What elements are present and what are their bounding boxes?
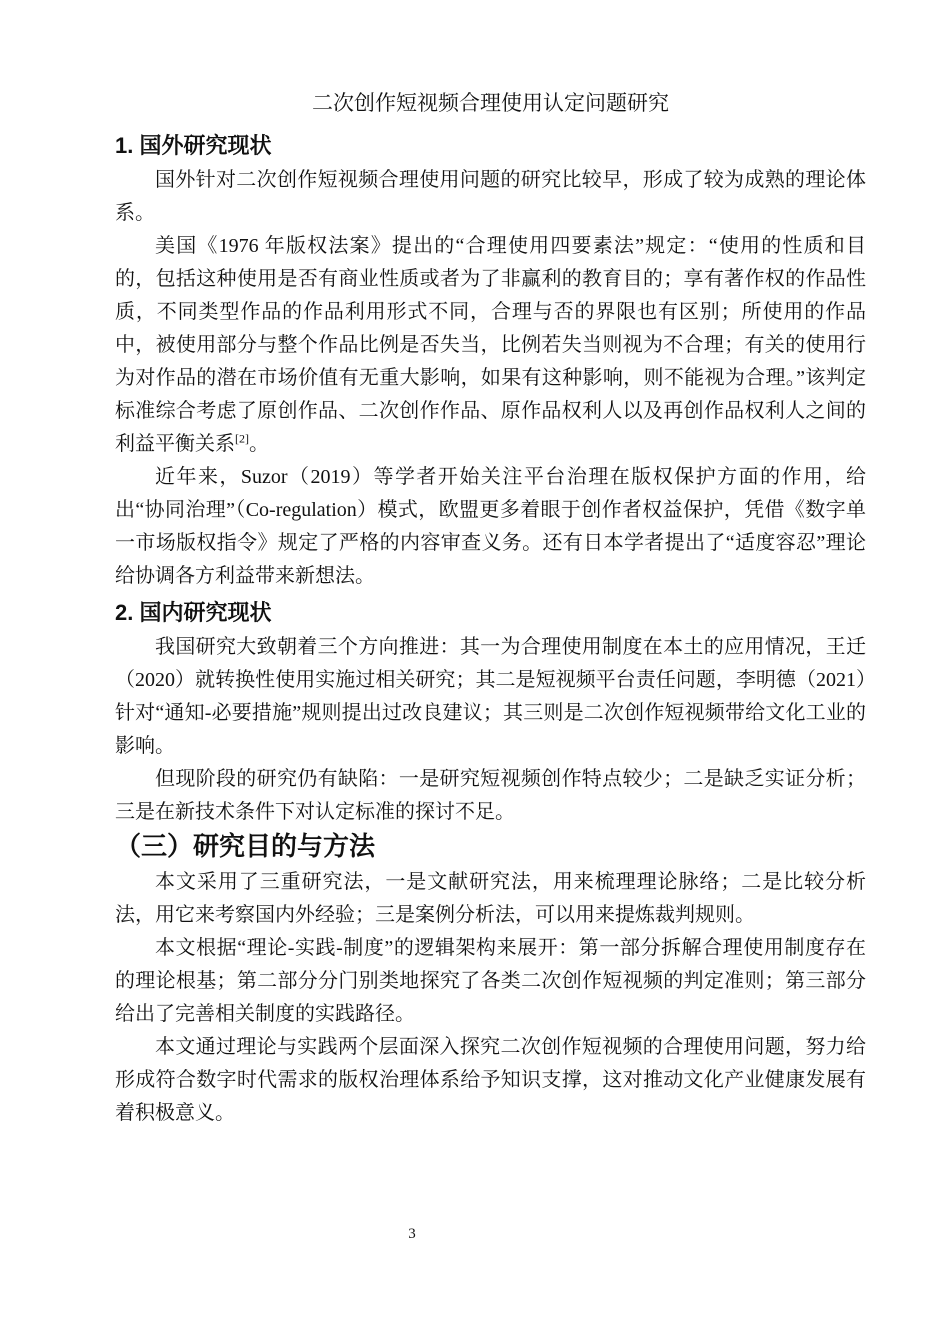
footnote-reference: [2] <box>235 431 249 446</box>
page-number: 3 <box>408 1226 416 1242</box>
paragraph-research-methods: 本文采用了三重研究法，一是文献研究法，用来梳理理论脉络；二是比较分析法，用它来考察国内外经验；三是案例分析法，可以用来提炼裁判规则。 <box>115 871 866 926</box>
document-title: 二次创作短视频合理使用认定问题研究 <box>312 91 669 115</box>
paragraph-us-copyright-law-text: 美国《1976 年版权法案》提出的“合理使用四要素法”规定：“使用的性质和目的，包括这种使用是否有商业性质或者为了非赢利的教育目的；享有著作权的作品性质，不同类型作品的作品利用形式不同，合理与否的界限也有区别；所使用的作品中，被使用部分与整个作品比例是否失当，比例若失当则视为不合理；有关的使用行为对作品的潜在市场价值有无重大影响，如果有这种影响，则不能视为合理。”该判定标准综合考虑了原创作品、二次创作作品、原作品权利人以及再创作品权利人之间的利益平衡关系 <box>115 235 866 455</box>
paragraph-us-copyright-law <box>115 230 866 461</box>
paragraph-thesis-structure: 本文根据“理论-实践-制度”的逻辑架构来展开：第一部分拆解合理使用制度存在的理论根基；第二部分分门别类地探究了各类二次创作短视频的判定准则；第三部分给出了完善相关制度的实践路径。 <box>115 937 866 1025</box>
paragraph-research-significance: 本文通过理论与实践两个层面深入探究二次创作短视频的合理使用问题，努力给形成符合数字时代需求的版权治理体系给予知识支撑，这对推动文化产业健康发展有着积极意义。 <box>115 1036 866 1124</box>
section-heading-foreign-research: 1. 国外研究现状 <box>115 133 272 158</box>
section-heading-domestic-research: 2. 国内研究现状 <box>115 600 272 625</box>
paragraph-domestic-directions: 我国研究大致朝着三个方向推进：其一为合理使用制度在本土的应用情况，王迁（2020）就转换性使用实施过相关研究；其二是短视频平台责任问题，李明德（2021）针对“通知-必要措施”规则提出过改良建议；其三则是二次创作短视频带给文化工业的影响。 <box>115 636 866 757</box>
paragraph-recent-scholars: 近年来，Suzor（2019）等学者开始关注平台治理在版权保护方面的作用，给出“协同治理”（Co-regulation）模式，欧盟更多着眼于创作者权益保护，凭借《数字单一市场版权指令》规定了严格的内容审查义务。还有日本学者提出了“适度容忍”理论给协调各方利益带来新想法。 <box>115 466 866 587</box>
paragraph-foreign-overview: 国外针对二次创作短视频合理使用问题的研究比较早，形成了较为成熟的理论体系。 <box>115 169 866 224</box>
page-footer <box>0 1225 824 1243</box>
paragraph-us-copyright-law-tail: 。 <box>249 433 269 455</box>
section-heading-purpose-methods: （三）研究目的与方法 <box>115 831 376 861</box>
paragraph-research-gaps: 但现阶段的研究仍有缺陷：一是研究短视频创作特点较少；二是缺乏实证分析；三是在新技术条件下对认定标准的探讨不足。 <box>115 768 866 823</box>
